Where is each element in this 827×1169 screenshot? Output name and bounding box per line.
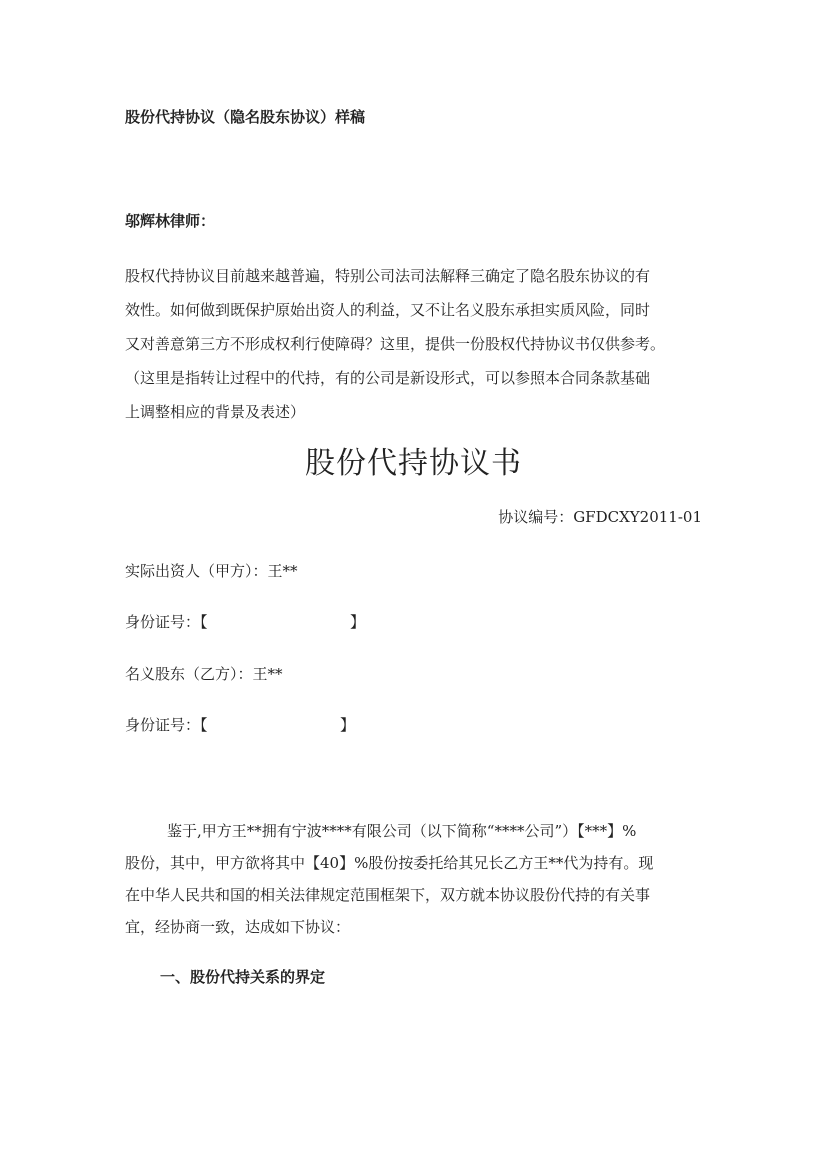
recital-line: 股份，其中，甲方欲将其中【40】%股份按委托给其兄长乙方王**代为持有。现 <box>125 854 654 872</box>
intro-line: 股权代持协议目前越来越普遍，特别公司法司法解释三确定了隐名股东协议的有 <box>125 267 651 285</box>
party-b-id-field <box>125 714 425 734</box>
recital-paragraph <box>125 815 715 943</box>
intro-line: 又对善意第三方不形成权利行使障碍？这里，提供一份股权代持协议书仅供参考。 <box>125 335 666 353</box>
party-b-id-label: 身份证号：【 <box>125 716 208 734</box>
intro-paragraph <box>125 259 715 429</box>
party-a-label: 实际出资人（甲方）：王** <box>125 562 298 580</box>
recital-line: 宜，经协商一致，达成如下协议： <box>125 918 351 936</box>
agreement-heading: 股份代持协议书 <box>305 446 522 481</box>
party-a-id-label: 身份证号：【 <box>125 613 208 631</box>
section-heading-1: 一、股份代持关系的界定 <box>160 968 326 986</box>
recital-line: 鉴于,甲方王**拥有宁波****有限公司（以下简称“****公司”）【***】% <box>167 822 637 840</box>
party-b-id-close: 】 <box>340 716 356 734</box>
intro-line: 上调整相应的背景及表述） <box>125 403 306 421</box>
party-a-id-field <box>125 611 425 631</box>
intro-line: 效性。如何做到既保护原始出资人的利益，又不让名义股东承担实质风险，同时 <box>125 301 651 319</box>
intro-line: （这里是指转让过程中的代持，有的公司是新设形式，可以参照本合同条款基础 <box>125 369 651 387</box>
document-title: 股份代持协议（隐名股东协议）样稿 <box>125 108 366 126</box>
agreement-number: 协议编号：GFDCXY2011-01 <box>498 508 702 526</box>
recital-line: 在中华人民共和国的相关法律规定范围框架下，双方就本协议股份代持的有关事 <box>125 886 651 904</box>
party-b-label: 名义股东（乙方）：王** <box>125 665 283 683</box>
author-line: 邬辉林律师： <box>125 212 216 230</box>
party-a-id-close: 】 <box>350 613 366 631</box>
